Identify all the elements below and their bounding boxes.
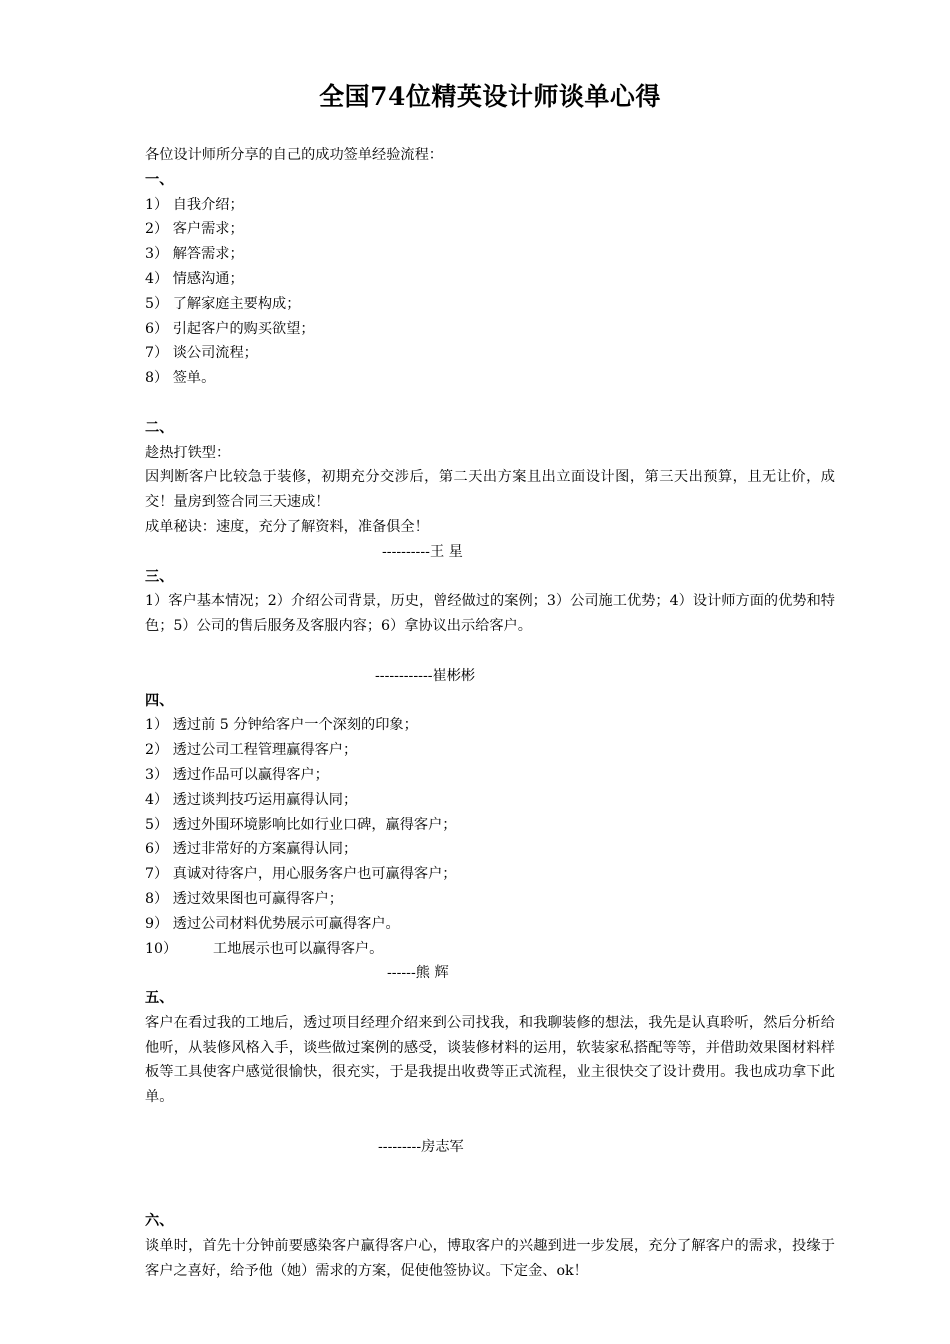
section-4-heading: 四、 bbox=[145, 692, 174, 709]
list-item: 1） 自我介绍； bbox=[145, 196, 244, 213]
list-item-number: 10） bbox=[145, 940, 178, 957]
list-item: 2） 透过公司工程管理赢得客户； bbox=[145, 742, 358, 759]
list-item: 8） 透过效果图也可赢得客户； bbox=[145, 890, 343, 907]
section-3-heading: 三、 bbox=[145, 568, 174, 585]
document-body bbox=[145, 143, 835, 1284]
section-5-paragraph: 客户在看过我的工地后，透过项目经理介绍来到公司找我，和我聊装修的想法，我先是认真聆听，然后分析给他听，从装修风格入手，谈些做过案例的感受，谈装修材料的运用，软装家私搭配等等，并借助效果图材料样板等工具使客户感觉很愉快，很充实，于是我提出收费等正式流程，业主很快交了设计费用。我也成功拿下此单。 bbox=[145, 1014, 835, 1106]
list-item: 1） 透过前 5 分钟给客户一个深刻的印象； bbox=[145, 717, 418, 734]
list-item: 7） 真诚对待客户，用心服务客户也可赢得客户； bbox=[145, 866, 457, 883]
section-2-heading: 二、 bbox=[145, 419, 174, 436]
list-item: 4） 情感沟通； bbox=[145, 270, 244, 287]
list-item: 2） 客户需求； bbox=[145, 221, 244, 238]
list-item bbox=[145, 937, 835, 962]
section-2-signature: ----------王 星 bbox=[382, 543, 463, 560]
intro-text: 各位设计师所分享的自己的成功签单经验流程： bbox=[145, 147, 443, 163]
list-item: 9） 透过公司材料优势展示可赢得客户。 bbox=[145, 915, 400, 932]
section-5-heading: 五、 bbox=[145, 990, 174, 1007]
list-item: 6） 引起客户的购买欲望； bbox=[145, 320, 315, 337]
section-1-list bbox=[145, 193, 835, 391]
list-item: 3） 透过作品可以赢得客户； bbox=[145, 766, 329, 783]
list-item: 5） 了解家庭主要构成； bbox=[145, 295, 301, 312]
section-4-signature: ------熊 辉 bbox=[387, 965, 449, 982]
section-2-paragraph: 因判断客户比较急于装修，初期充分交涉后，第二天出方案且出立面设计图，第三天出预算，且无让价，成交！量房到签合同三天速成！ bbox=[145, 469, 835, 511]
spacer bbox=[145, 1184, 835, 1209]
list-item: 6） 透过非常好的方案赢得认同； bbox=[145, 841, 358, 858]
section-2-subtitle: 趁热打铁型： bbox=[145, 444, 231, 461]
section-2-secret: 成单秘诀：速度，充分了解资料，准备俱全！ bbox=[145, 518, 429, 535]
section-6-heading: 六、 bbox=[145, 1213, 174, 1230]
section-3-paragraph: 1）客户基本情况；2）介绍公司背景，历史，曾经做过的案例；3）公司施工优势；4）设计师方面的优势和特色；5）公司的售后服务及客服内容；6）拿协议出示给客户。 bbox=[145, 593, 835, 635]
list-item: 3） 解答需求； bbox=[145, 246, 244, 263]
list-item: 4） 透过谈判技巧运用赢得认同； bbox=[145, 791, 358, 808]
spacer bbox=[145, 391, 835, 416]
spacer bbox=[145, 1160, 835, 1185]
spacer bbox=[145, 639, 835, 664]
section-3-signature: ------------崔彬彬 bbox=[375, 667, 476, 684]
list-item: 8） 签单。 bbox=[145, 370, 216, 387]
section-5-signature: ---------房志军 bbox=[378, 1138, 464, 1155]
list-item: 7） 谈公司流程； bbox=[145, 345, 258, 362]
section-4-list bbox=[145, 713, 835, 961]
document-title: 全国74位精英设计师谈单心得 bbox=[319, 82, 661, 111]
list-item: 5） 透过外围环境影响比如行业口碑，赢得客户； bbox=[145, 816, 457, 833]
section-6-paragraph: 谈单时，首先十分钟前要感染客户赢得客户心，博取客户的兴趣到进一步发展，充分了解客户的需求，投缘于客户之喜好，给予他（她）需求的方案，促使他签协议。下定金、ok！ bbox=[145, 1238, 835, 1279]
list-item-text: 工地展示也可以赢得客户。 bbox=[213, 940, 384, 957]
section-1-heading: 一、 bbox=[145, 171, 174, 188]
spacer bbox=[145, 1110, 835, 1135]
